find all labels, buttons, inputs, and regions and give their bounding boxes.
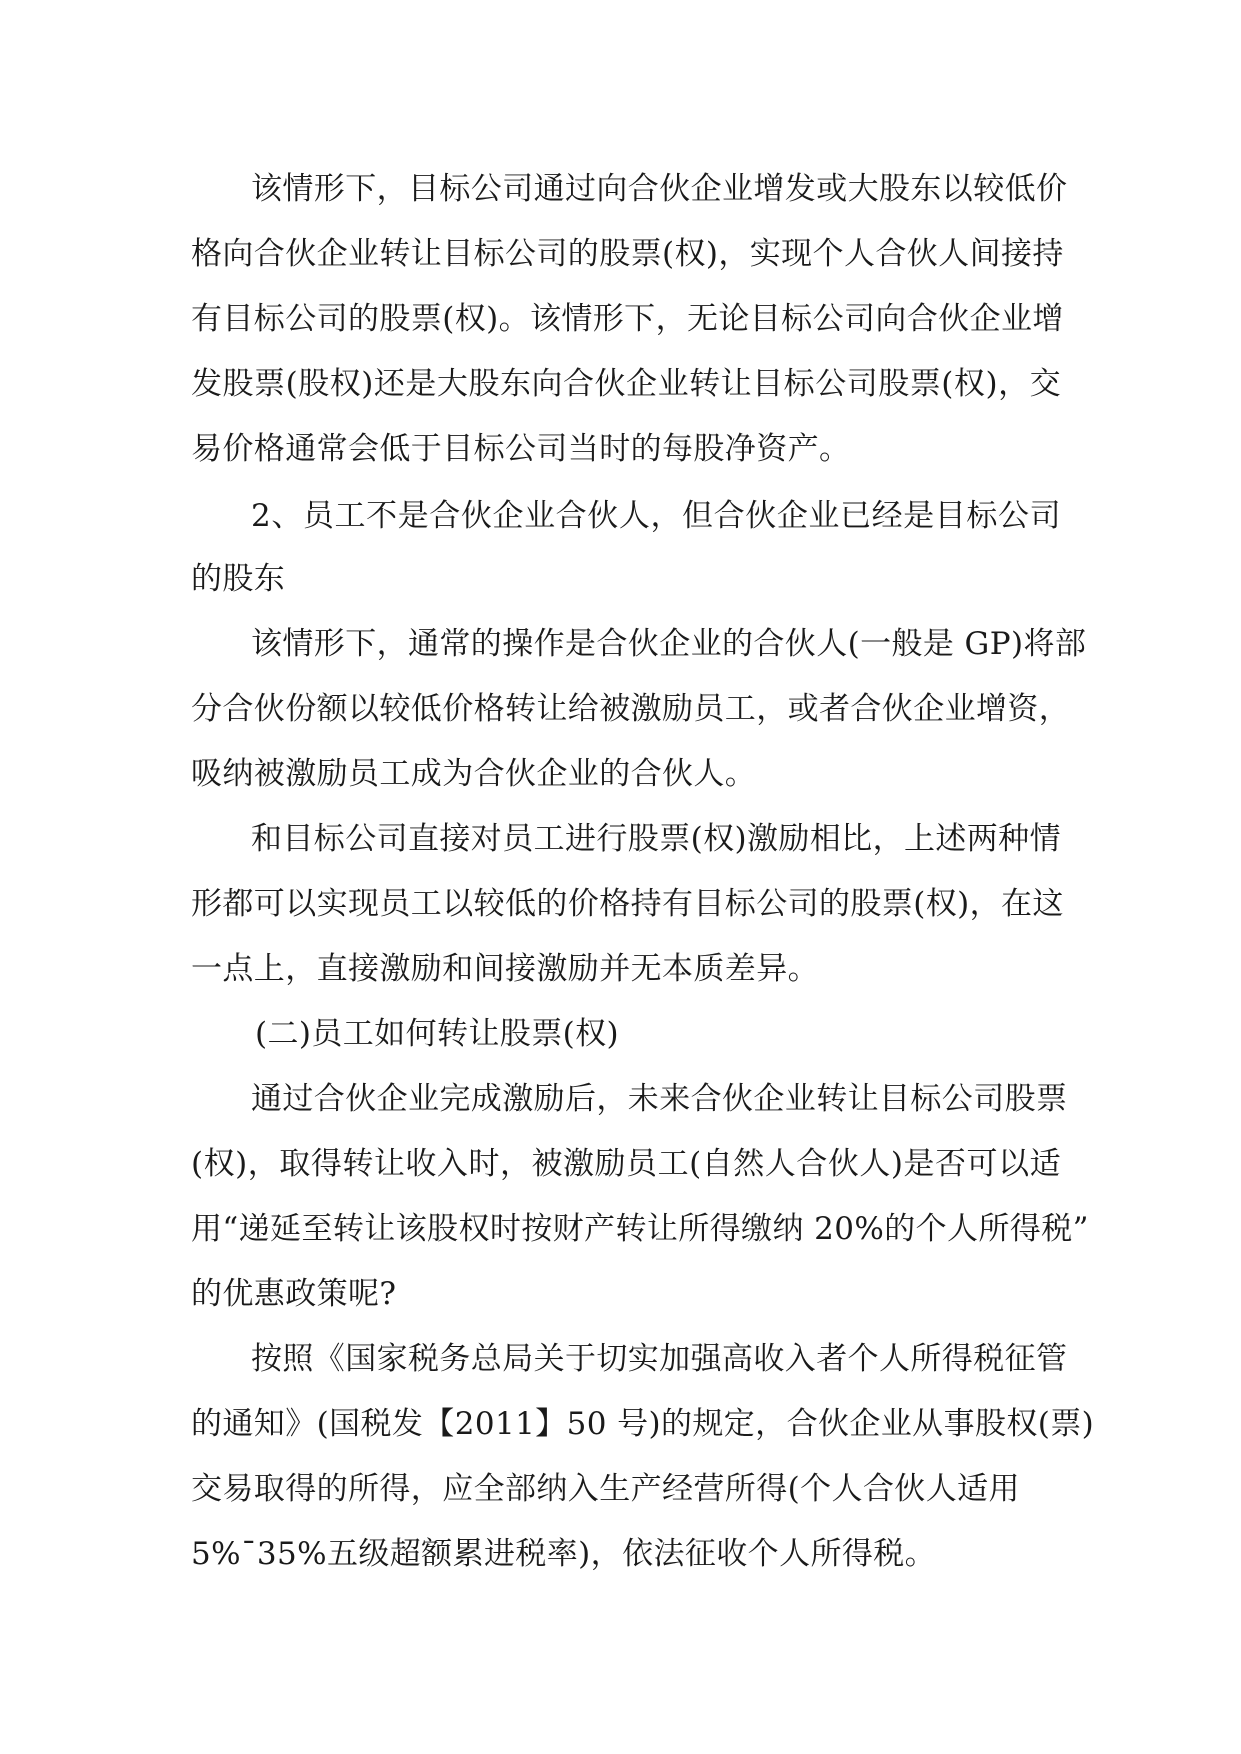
- paragraph-2-line-1: 该情形下，通常的操作是合伙企业的合伙人(一般是 GP)将部: [251, 626, 1087, 662]
- paragraph-4-line-4: 的优惠政策呢?: [191, 1276, 397, 1312]
- paragraph-1-line-1: 该情形下，目标公司通过向合伙企业增发或大股东以较低价: [251, 171, 1068, 207]
- paragraph-4-line-1: 通过合伙企业完成激励后，未来合伙企业转让目标公司股票: [251, 1081, 1068, 1117]
- paragraph-5-line-3: 交易取得的所得，应全部纳入生产经营所得(个人合伙人适用: [191, 1471, 1020, 1507]
- paragraph-4-line-3: 用“递延至转让该股权时按财产转让所得缴纳 20%的个人所得税”: [191, 1211, 1089, 1247]
- section-heading-2-line-2: 的股东: [191, 561, 286, 597]
- paragraph-1-line-2: 格向合伙企业转让目标公司的股票(权)，实现个人合伙人间接持: [191, 236, 1064, 272]
- paragraph-3-line-2: 形都可以实现员工以较低的价格持有目标公司的股票(权)，在这: [191, 886, 1064, 922]
- paragraph-1-line-4: 发股票(股权)还是大股东向合伙企业转让目标公司股票(权)，交: [191, 366, 1061, 402]
- paragraph-3-line-3: 一点上，直接激励和间接激励并无本质差异。: [191, 951, 819, 987]
- paragraph-1-line-5: 易价格通常会低于目标公司当时的每股净资产。: [191, 431, 851, 467]
- paragraph-5-line-4: 5%¯35%五级超额累进税率)，依法征收个人所得税。: [191, 1536, 937, 1572]
- paragraph-3-line-1: 和目标公司直接对员工进行股票(权)激励相比，上述两种情: [251, 821, 1061, 857]
- paragraph-4-line-2: (权)，取得转让收入时，被激励员工(自然人合伙人)是否可以适: [191, 1146, 1061, 1182]
- paragraph-1-line-3: 有目标公司的股票(权)。该情形下，无论目标公司向合伙企业增: [191, 301, 1064, 337]
- paragraph-2-line-2: 分合伙份额以较低价格转让给被激励员工，或者合伙企业增资，: [191, 691, 1071, 727]
- paragraph-5-line-2: 的通知》(国税发【2011】50 号)的规定，合伙企业从事股权(票): [191, 1406, 1095, 1442]
- paragraph-5-line-1: 按照《国家税务总局关于切实加强高收入者个人所得税征管: [251, 1341, 1068, 1377]
- section-heading-2-line-1: 2、员工不是合伙企业合伙人，但合伙企业已经是目标公司: [251, 498, 1061, 534]
- section-heading-er: (二)员工如何转让股票(权): [255, 1016, 619, 1052]
- paragraph-2-line-3: 吸纳被激励员工成为合伙企业的合伙人。: [191, 756, 757, 792]
